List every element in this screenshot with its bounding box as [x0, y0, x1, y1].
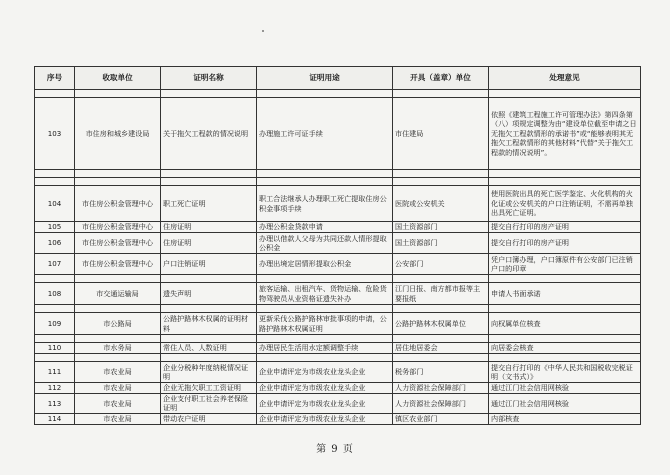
cell-issuing-unit: 江门日报、南方都市报等主要报纸 — [393, 283, 489, 305]
cell-issuing-unit: 人力资源社会保障部门 — [393, 394, 489, 414]
cell-handling-opinion: 使用医院出具的死亡医学鉴定、火化机构的火化证或公安机关的户口注销证明，不需再单独出具死亡证明。 — [489, 186, 641, 222]
cell-handling-opinion: 提交自行打印的《中华人民共和国税收完税证明（文书式）》 — [489, 362, 641, 383]
spacer-row — [35, 354, 641, 362]
cell-certificate-name: 企业无拖欠职工工资证明 — [161, 383, 257, 394]
cell-certificate-name: 企业支付职工社会养老保险证明 — [161, 394, 257, 414]
spacer-row — [35, 275, 641, 283]
cell-no: 109 — [35, 313, 75, 335]
header-no: 序号 — [35, 67, 75, 90]
cell-receiving-unit: 市住房公积金管理中心 — [75, 222, 161, 233]
table-row — [35, 233, 641, 254]
header-issuing-unit: 开具（盖章）单位 — [393, 67, 489, 90]
table-row — [35, 343, 641, 354]
cell-receiving-unit: 市农业局 — [75, 362, 161, 383]
table-row — [35, 283, 641, 305]
cell-no: 108 — [35, 283, 75, 305]
spacer-row — [35, 170, 641, 178]
table-row — [35, 186, 641, 222]
cell-certificate-use: 办理以借款人父母为共同还款人情形提取公积金 — [257, 233, 393, 254]
spacer-row — [35, 178, 641, 186]
header-certificate-name: 证明名称 — [161, 67, 257, 90]
cell-certificate-name: 职工死亡证明 — [161, 186, 257, 222]
cell-issuing-unit: 镇区农业部门 — [393, 413, 489, 424]
spacer-row — [35, 335, 641, 343]
cell-no: 114 — [35, 413, 75, 424]
cell-receiving-unit: 市住房和城乡建设局 — [75, 98, 161, 170]
cell-issuing-unit: 税务部门 — [393, 362, 489, 383]
cell-certificate-use: 更新采伐公路护路林审批事项的申请，公路护路林木权属证明 — [257, 313, 393, 335]
cell-no: 106 — [35, 233, 75, 254]
table-row — [35, 98, 641, 170]
header-receiving-unit: 收取单位 — [75, 67, 161, 90]
cell-receiving-unit: 市农业局 — [75, 413, 161, 424]
table-row — [35, 254, 641, 275]
cell-certificate-name: 户口注销证明 — [161, 254, 257, 275]
cell-issuing-unit: 人力资源社会保障部门 — [393, 383, 489, 394]
cell-receiving-unit: 市住房公积金管理中心 — [75, 254, 161, 275]
cell-issuing-unit: 国土资源部门 — [393, 222, 489, 233]
page-number: 第 9 页 — [316, 444, 354, 455]
cell-no: 112 — [35, 383, 75, 394]
cell-handling-opinion: 提交自行打印的房产证明 — [489, 222, 641, 233]
cell-certificate-use: 办理出境定居情形提取公积金 — [257, 254, 393, 275]
cell-certificate-name: 住房证明 — [161, 222, 257, 233]
cell-handling-opinion: 提交自行打印的房产证明 — [489, 233, 641, 254]
header-certificate-use: 证明用途 — [257, 67, 393, 90]
spacer-row — [35, 90, 641, 98]
certificate-table — [34, 66, 641, 425]
cell-certificate-name: 企业分税种年度纳税情况证明 — [161, 362, 257, 383]
cell-receiving-unit: 市住房公积金管理中心 — [75, 186, 161, 222]
table-row — [35, 413, 641, 424]
cell-no: 107 — [35, 254, 75, 275]
cell-receiving-unit: 市公路局 — [75, 313, 161, 335]
cell-certificate-use: 企业申请评定为市级农业龙头企业 — [257, 413, 393, 424]
cell-issuing-unit: 医院或公安机关 — [393, 186, 489, 222]
cell-handling-opinion: 内部核查 — [489, 413, 641, 424]
cell-issuing-unit: 居住地居委会 — [393, 343, 489, 354]
cell-certificate-use: 企业申请评定为市级农业龙头企业 — [257, 394, 393, 414]
cell-issuing-unit: 国土资源部门 — [393, 233, 489, 254]
cell-certificate-name: 遗失声明 — [161, 283, 257, 305]
cell-handling-opinion: 依照《建筑工程施工许可管理办法》第四条第（八）项规定调整为由“建设单位截至申请之日无拖欠工程款情形的承诺书”或“能够表明其无拖欠工程款情形的其他材料”代替“关于拖欠工程款的情况说明”。 — [489, 98, 641, 170]
cell-certificate-use: 职工合法继承人办理职工死亡提取住房公积金事项手续 — [257, 186, 393, 222]
table-row — [35, 362, 641, 383]
cell-no: 104 — [35, 186, 75, 222]
cell-issuing-unit: 公路护路林木权属单位 — [393, 313, 489, 335]
cell-certificate-use: 办理居民生活用水定额调整手续 — [257, 343, 393, 354]
cell-no: 110 — [35, 343, 75, 354]
cell-handling-opinion: 向居委会核查 — [489, 343, 641, 354]
cell-receiving-unit: 市水务局 — [75, 343, 161, 354]
cell-issuing-unit: 公安部门 — [393, 254, 489, 275]
cell-certificate-name: 住房证明 — [161, 233, 257, 254]
cell-certificate-use: 办理施工许可证手续 — [257, 98, 393, 170]
cell-certificate-name: 带动农户证明 — [161, 413, 257, 424]
cell-certificate-use: 企业申请评定为市级农业龙头企业 — [257, 383, 393, 394]
cell-no: 103 — [35, 98, 75, 170]
cell-receiving-unit: 市交通运输局 — [75, 283, 161, 305]
scan-speck — [262, 30, 264, 32]
cell-certificate-name: 公路护路林木权属的证明材料 — [161, 313, 257, 335]
cell-handling-opinion: 凭户口簿办理，户口簿原件有公安部门已注销户口的印章 — [489, 254, 641, 275]
cell-certificate-use: 办理公积金贷款申请 — [257, 222, 393, 233]
cell-receiving-unit: 市农业局 — [75, 394, 161, 414]
cell-no: 113 — [35, 394, 75, 414]
cell-handling-opinion: 申请人书面承诺 — [489, 283, 641, 305]
cell-handling-opinion: 通过江门社会信用网核验 — [489, 394, 641, 414]
table-header-row — [35, 67, 641, 90]
table-row — [35, 222, 641, 233]
cell-handling-opinion: 通过江门社会信用网核验 — [489, 383, 641, 394]
cell-no: 105 — [35, 222, 75, 233]
cell-certificate-use: 旅客运输、出租汽车、货物运输、危险货物驾驶员从业资格证遗失补办 — [257, 283, 393, 305]
table-row — [35, 394, 641, 414]
cell-handling-opinion: 向权属单位核查 — [489, 313, 641, 335]
table-row — [35, 313, 641, 335]
cell-issuing-unit: 市住建局 — [393, 98, 489, 170]
spacer-row — [35, 305, 641, 313]
cell-receiving-unit: 市农业局 — [75, 383, 161, 394]
header-handling-opinion: 处理意见 — [489, 67, 641, 90]
cell-certificate-use: 企业申请评定为市级农业龙头企业 — [257, 362, 393, 383]
cell-certificate-name: 关于拖欠工程款的情况说明 — [161, 98, 257, 170]
cell-certificate-name: 常住人员、人数证明 — [161, 343, 257, 354]
cell-no: 111 — [35, 362, 75, 383]
cell-receiving-unit: 市住房公积金管理中心 — [75, 233, 161, 254]
table-row — [35, 383, 641, 394]
